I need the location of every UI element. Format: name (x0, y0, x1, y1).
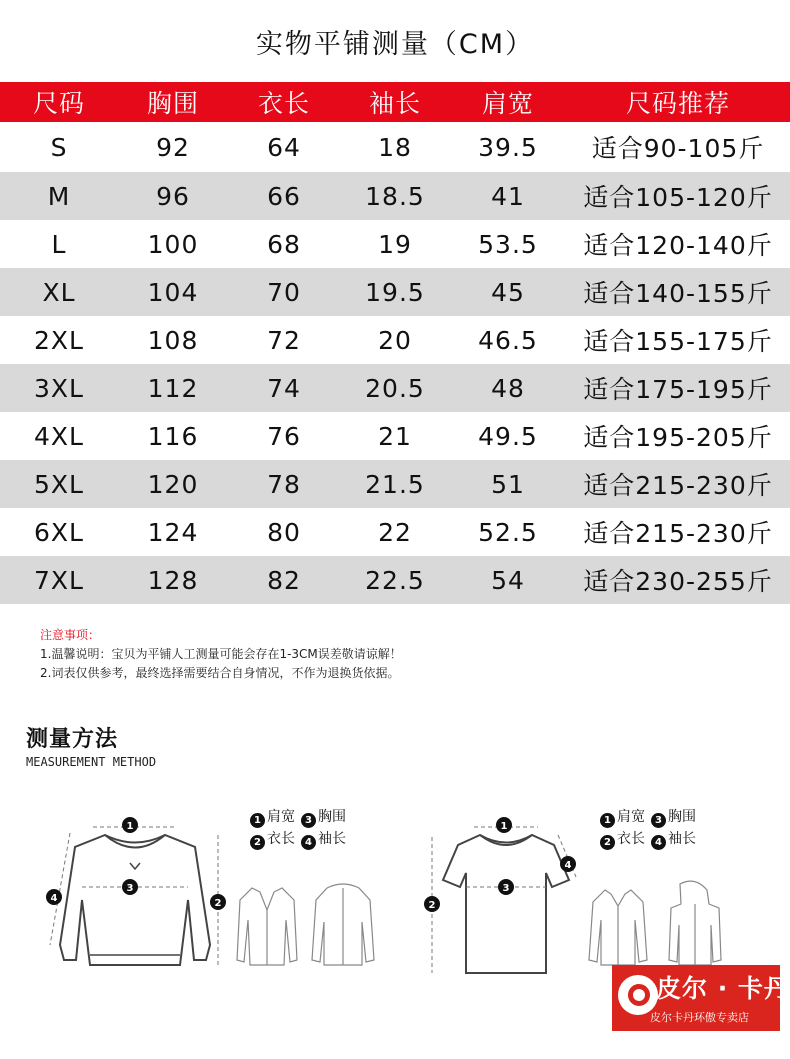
tshirt-diagram (418, 805, 588, 985)
legend-num-3: 3 (301, 813, 316, 828)
cell-recommend: 适合175-195斤 (566, 364, 790, 412)
cell-sleeve: 21 (378, 421, 412, 451)
note-item: 2.词表仅供参考，最终选择需要结合自身情况，不作为退换货依据。 (40, 666, 400, 680)
cell-length: 78 (228, 460, 340, 508)
legend-num-4: 4 (301, 835, 316, 850)
cell-chest: 116 (147, 421, 199, 451)
cell-recommend: 适合140-155斤 (566, 268, 790, 316)
jacket-sketches (232, 880, 382, 970)
marker-1 (122, 817, 138, 833)
table-row (0, 460, 790, 508)
cell-sleeve: 19.5 (340, 268, 450, 316)
table-header-row (0, 82, 790, 122)
measurement-title: 测量方法 (26, 727, 119, 752)
shirt-hoodie-sketches (585, 880, 725, 970)
table-row (0, 316, 790, 364)
sweatshirt-diagram (30, 805, 235, 985)
col-header-recommend: 尺码推荐 (566, 82, 790, 122)
cell-length: 72 (267, 325, 301, 355)
legend-label-shoulder: 肩宽 (617, 809, 645, 825)
cell-chest: 128 (118, 556, 228, 604)
marker-4 (46, 889, 62, 905)
table-row (0, 268, 790, 316)
legend-num-2: 2 (250, 835, 265, 850)
cell-chest: 96 (118, 172, 228, 220)
cell-shoulder: 54 (450, 556, 566, 604)
legend-label-length: 衣长 (267, 831, 295, 847)
table-row (0, 556, 790, 604)
cell-length: 74 (228, 364, 340, 412)
cell-sleeve: 20.5 (340, 364, 450, 412)
legend-num-1: 1 (250, 813, 265, 828)
col-header-length: 衣长 (228, 82, 340, 122)
cell-length: 80 (267, 517, 301, 547)
cell-recommend: 适合105-120斤 (566, 172, 790, 220)
legend-label-chest: 胸围 (318, 809, 346, 825)
table-row (0, 122, 790, 172)
cell-shoulder: 45 (450, 268, 566, 316)
cell-shoulder: 46.5 (478, 325, 538, 355)
col-header-size: 尺码 (0, 82, 118, 122)
svg-text:2: 2 (214, 898, 222, 909)
marker-3 (498, 879, 514, 895)
tshirt-measure-lines (432, 827, 576, 973)
table-row (0, 172, 790, 220)
notes-block (40, 626, 402, 683)
legend-num-3: 3 (651, 813, 666, 828)
svg-text:4: 4 (564, 860, 572, 871)
cell-chest: 112 (118, 364, 228, 412)
note-item: 1.温馨说明：宝贝为平铺人工测量可能会存在1-3CM误差敬请谅解！ (40, 647, 402, 661)
cell-recommend: 适合195-205斤 (583, 423, 773, 452)
legend-label-sleeve: 袖长 (318, 831, 346, 847)
cell-sleeve: 22.5 (340, 556, 450, 604)
table-row (0, 220, 790, 268)
cell-recommend: 适合90-105斤 (591, 134, 765, 163)
legend-label-shoulder: 肩宽 (267, 809, 295, 825)
legend-right (600, 806, 696, 850)
cell-size: 4XL (34, 421, 84, 451)
cell-length: 64 (267, 132, 301, 162)
cell-recommend: 适合215-230斤 (583, 519, 773, 548)
cell-length: 76 (267, 421, 301, 451)
legend-label-chest: 胸围 (668, 809, 696, 825)
cell-chest: 124 (147, 517, 199, 547)
cell-size: 3XL (0, 364, 118, 412)
cell-length: 82 (228, 556, 340, 604)
marker-1 (496, 817, 512, 833)
brand-name: 皮尔 · 卡丹 (656, 974, 790, 1003)
cell-recommend: 适合155-175斤 (583, 327, 773, 356)
cell-length: 68 (267, 229, 301, 259)
cell-sleeve: 20 (378, 325, 412, 355)
col-header-shoulder: 肩宽 (450, 82, 566, 122)
svg-text:4: 4 (50, 893, 58, 904)
cell-size: L (51, 229, 67, 259)
brand-logo (612, 965, 790, 1031)
svg-text:1: 1 (500, 821, 508, 832)
marker-4 (560, 856, 576, 872)
cell-recommend: 适合215-230斤 (566, 460, 790, 508)
svg-text:2: 2 (428, 900, 436, 911)
cell-shoulder: 53.5 (478, 229, 538, 259)
col-header-sleeve: 袖长 (340, 82, 450, 122)
cell-sleeve: 22 (378, 517, 412, 547)
size-table (0, 82, 790, 604)
svg-text:3: 3 (126, 883, 134, 894)
legend-label-sleeve: 袖长 (668, 831, 696, 847)
cell-shoulder: 48 (450, 364, 566, 412)
legend-label-length: 衣长 (617, 831, 645, 847)
cell-recommend: 适合230-255斤 (566, 556, 790, 604)
legend-num-1: 1 (600, 813, 615, 828)
cell-size: XL (0, 268, 118, 316)
tshirt-outline (443, 835, 569, 973)
cell-shoulder: 41 (450, 172, 566, 220)
cell-shoulder: 49.5 (478, 421, 538, 451)
legend-num-4: 4 (651, 835, 666, 850)
cell-chest: 108 (147, 325, 199, 355)
cell-sleeve: 18 (378, 132, 412, 162)
cell-size: S (50, 132, 68, 162)
measurement-heading (26, 722, 156, 769)
cell-size: 7XL (0, 556, 118, 604)
cell-chest: 120 (118, 460, 228, 508)
cell-sleeve: 19 (378, 229, 412, 259)
cell-length: 70 (228, 268, 340, 316)
cell-sleeve: 21.5 (340, 460, 450, 508)
table-row (0, 364, 790, 412)
cell-sleeve: 18.5 (340, 172, 450, 220)
cell-size: 2XL (34, 325, 84, 355)
cell-size: 5XL (0, 460, 118, 508)
cell-chest: 104 (118, 268, 228, 316)
legend-left (250, 806, 346, 850)
brand-store-name: 皮尔卡丹环傲专卖店 (650, 1011, 749, 1024)
marker-3 (122, 879, 138, 895)
table-row (0, 412, 790, 460)
legend-num-2: 2 (600, 835, 615, 850)
sweatshirt-outline (60, 835, 210, 965)
cell-shoulder: 39.5 (478, 132, 538, 162)
cell-shoulder: 52.5 (478, 517, 538, 547)
svg-text:1: 1 (126, 821, 134, 832)
page-title: 实物平铺测量（CM） (255, 29, 535, 60)
cell-shoulder: 51 (450, 460, 566, 508)
cell-size: 6XL (34, 517, 84, 547)
cell-size: M (0, 172, 118, 220)
marker-2 (424, 896, 440, 912)
cell-chest: 100 (147, 229, 199, 259)
svg-text:3: 3 (502, 883, 510, 894)
cell-chest: 92 (156, 132, 190, 162)
marker-2 (210, 894, 226, 910)
col-header-chest: 胸围 (118, 82, 228, 122)
notes-title: 注意事项： (40, 628, 101, 642)
table-row (0, 508, 790, 556)
measurement-subtitle: MEASUREMENT METHOD (26, 755, 157, 769)
cell-recommend: 适合120-140斤 (583, 231, 773, 260)
cell-length: 66 (228, 172, 340, 220)
